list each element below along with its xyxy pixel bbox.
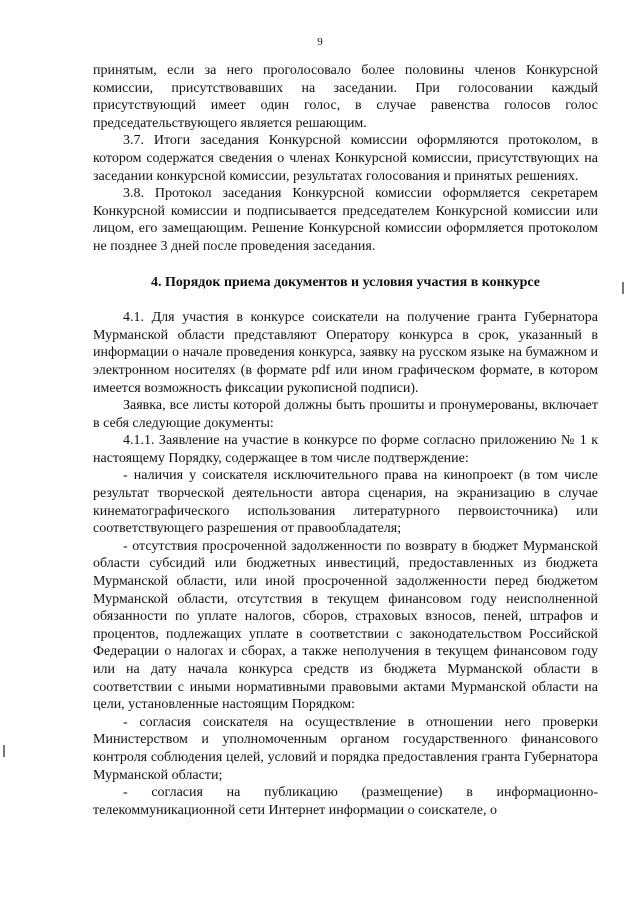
paragraph: 4.1. Для участия в конкурсе соискатели на получение гранта Губернатора Мурманской области представляют Оператору конкурса в срок, указанный в информации о начале проведения конкурса, заявку на русском языке на бумажном и электронном носителях (в формате pdf или ином графическом формате, в котором имеется возможность фиксации рукописной подписи). <box>93 310 598 396</box>
list-item: - согласия соискателя на осуществление в отношении него проверки Министерством и уполномоченным органом государственного финансового контроля соблюдения целей, условий и порядка предоставления гранта Губернатора Мурманской области; <box>93 714 598 783</box>
section-4 <box>93 309 598 819</box>
document-body <box>93 62 598 819</box>
paragraph: 3.7. Итоги заседания Конкурсной комиссии оформляются протоколом, в котором содержатся сведения о членах Конкурсной комиссии, присутствующих на заседании конкурсной комиссии, результатах голосования и принятых решениях. <box>93 133 598 184</box>
page-number: 9 <box>317 36 323 48</box>
paragraph: Заявка, все листы которой должны быть прошиты и пронумерованы, включает в себя следующие документы: <box>93 398 598 431</box>
paragraph: принятым, если за него проголосовало более половины членов Конкурсной комиссии, присутствовавших на заседании. При голосовании каждый присутствующий имеет один голос, в случае равенства голосов голос председательствующего является решающим. <box>93 63 598 131</box>
list-item: - согласия на публикацию (размещение) в информационно-телекоммуникационной сети Интернет информации о соискателе, о <box>93 785 598 818</box>
list-item: - наличия у соискателя исключительного права на кинопроект (в том числе результат творческой деятельности автора сценария, на экранизацию в случае кинематографического использования литературного первоисточника) или соответствующего разрешения от правообладателя; <box>93 468 598 537</box>
section-heading: 4. Порядок приема документов и условия участия в конкурсе <box>151 274 540 290</box>
list-item: - отсутствия просроченной задолженности по возврату в бюджет Мурманской области субсидий или бюджетных инвестиций, предоставленных из бюджета Мурманской области, или иной просроченной задолженности перед бюджетом Мурманской области, отсутствия в текущем финансовом году неисполненной обязанности по уплате налогов, сборов, страховых взносов, пеней, штрафов и процентов, подлежащих уплате в соответствии с законодательством Российской Федерации о налогах и сборах, а также неполучения в текущем финансовом году или на дату начала конкурса средств из бюджета Мурманской области в соответствии с иными нормативными правовыми актами Мурманской области на цели, установленные настоящим Порядком: <box>93 538 598 713</box>
scan-artifact <box>622 282 624 294</box>
scan-artifact <box>3 745 5 757</box>
paragraph: 4.1.1. Заявление на участие в конкурсе по форме согласно приложению № 1 к настоящему Порядку, содержащее в том числе подтверждение: <box>93 433 598 466</box>
paragraph: 3.8. Протокол заседания Конкурсной комиссии оформляется секретарем Конкурсной комиссии и подписывается председателем Конкурсной комиссии или лицом, его замещающим. Решение Конкурсной комиссии оформляется протоколом не позднее 3 дней после проведения заседания. <box>93 186 598 254</box>
section-3-continuation <box>93 62 598 256</box>
